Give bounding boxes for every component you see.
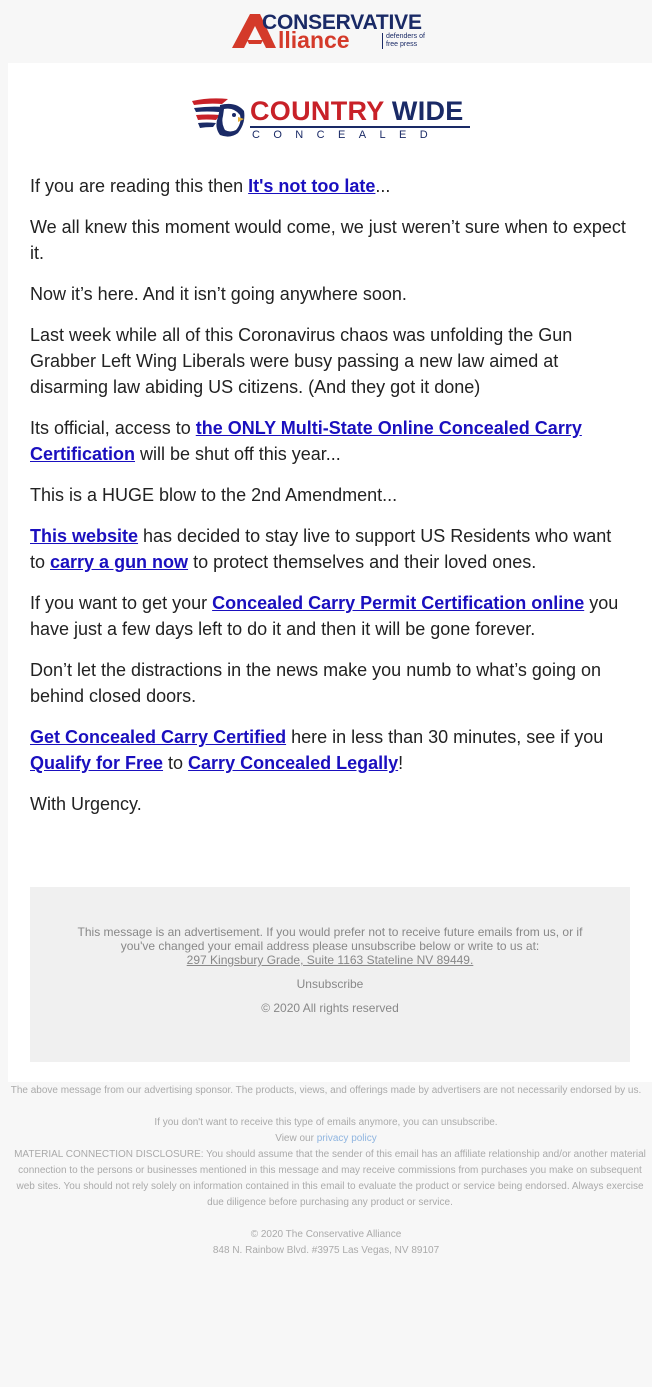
- paragraph-2: We all knew this moment would come, we just weren’t sure when to expect it.: [30, 217, 626, 263]
- get-certified-link[interactable]: Get Concealed Carry Certified: [30, 727, 287, 747]
- brand-title: [250, 97, 464, 125]
- paragraph-10: Get Concealed Carry Certified here in less than 30 minutes, see if you Qualify for Free to Carry Concealed Legally!: [30, 727, 604, 773]
- paragraph-3: Now it’s here. And it isn’t going anywhere soon.: [30, 284, 407, 304]
- qualify-for-free-link[interactable]: Qualify for Free: [30, 753, 164, 773]
- privacy-policy-link[interactable]: privacy policy: [316, 1133, 377, 1144]
- country-wide-concealed-logo[interactable]: [190, 95, 474, 143]
- paragraph-11: With Urgency.: [30, 794, 142, 814]
- mailing-address-link[interactable]: 297 Kingsbury Grade, Suite 1163 Stateline NV 89449.: [186, 953, 474, 967]
- eagle-icon: [190, 95, 248, 141]
- copyright-text: © 2020 All rights reserved: [261, 1001, 399, 1015]
- brand-divider: [250, 126, 470, 128]
- carry-gun-now-link[interactable]: carry a gun now: [50, 552, 189, 572]
- logo-bottom-text: lliance: [278, 27, 350, 53]
- privacy-line: View our privacy policy: [275, 1133, 377, 1144]
- email-card: [8, 63, 652, 1082]
- carry-concealed-legally-link[interactable]: Carry Concealed Legally: [188, 753, 399, 773]
- unsubscribe-note[interactable]: If you don't want to receive this type of emails anymore, you can unsubscribe.: [154, 1117, 498, 1128]
- paragraph-4: Last week while all of this Coronavirus chaos was unfolding the Gun Grabber Left Wing Liberals were busy passing a new law aimed at disarming law abiding US citizens. (And they got it done): [30, 325, 573, 397]
- paragraph-8: If you want to get your Concealed Carry Permit Certification online you have just a few days left to do it and then it will be gone forever.: [30, 593, 619, 639]
- paragraph-6: This is a HUGE blow to the 2nd Amendment...: [30, 485, 398, 505]
- email-body: [30, 173, 630, 832]
- conservative-alliance-logo[interactable]: [230, 11, 430, 53]
- this-website-link[interactable]: This website: [30, 526, 139, 546]
- logo-top-text: CONSERVATIVE: [262, 11, 422, 34]
- advertisement-notice: This message is an advertisement. If you would prefer not to receive future emails from us, or if you've changed your email address please unsubscribe below or write to us at: 297 Kingsbury Grade, Suite 1163 Stateline NV 89449.: [77, 925, 583, 967]
- brand-title-red: COUNTRY: [250, 96, 385, 126]
- email-header: [0, 0, 652, 63]
- unsubscribe-link[interactable]: Unsubscribe: [296, 977, 364, 991]
- brand-subtitle: CONCEALED: [252, 129, 442, 141]
- advertisement-footer: [30, 887, 630, 1062]
- not-too-late-link[interactable]: It's not too late: [248, 176, 376, 196]
- sponsor-note: The above message from our advertising sponsor. The products, views, and offerings made by advertisers are not necessarily endorsed by us.: [10, 1085, 642, 1096]
- footer-copyright: © 2020 The Conservative Alliance: [250, 1229, 402, 1240]
- certification-link[interactable]: the ONLY Multi-State Online Concealed Carry Certification: [30, 418, 582, 464]
- paragraph-5: Its official, access to the ONLY Multi-State Online Concealed Carry Certification will be shut off this year...: [30, 418, 582, 464]
- paragraph-1: If you are reading this then It's not too late...: [30, 176, 391, 196]
- paragraph-7: This website has decided to stay live to support US Residents who want to carry a gun now to protect themselves and their loved ones.: [30, 526, 612, 572]
- material-disclosure: MATERIAL CONNECTION DISCLOSURE: You should assume that the sender of this email has an affiliate relationship and/or another material connection to the persons or businesses mentioned in this message and may receive commissions from purchases you make on subsequent web sites. You should not rely solely on information contained in this email to evaluate the product or service being endorsed. Always exercise due diligence before purchasing any product or service.: [14, 1149, 646, 1208]
- footer-address: 848 N. Rainbow Blvd. #3975 Las Vegas, NV 89107: [212, 1245, 440, 1256]
- logo-tagline: defenders of free press: [382, 33, 436, 49]
- brand-title-blue: WIDE: [391, 96, 464, 126]
- paragraph-9: Don’t let the distractions in the news make you numb to what’s going on behind closed doors.: [30, 660, 601, 706]
- permit-certification-link[interactable]: Concealed Carry Permit Certification online: [212, 593, 585, 613]
